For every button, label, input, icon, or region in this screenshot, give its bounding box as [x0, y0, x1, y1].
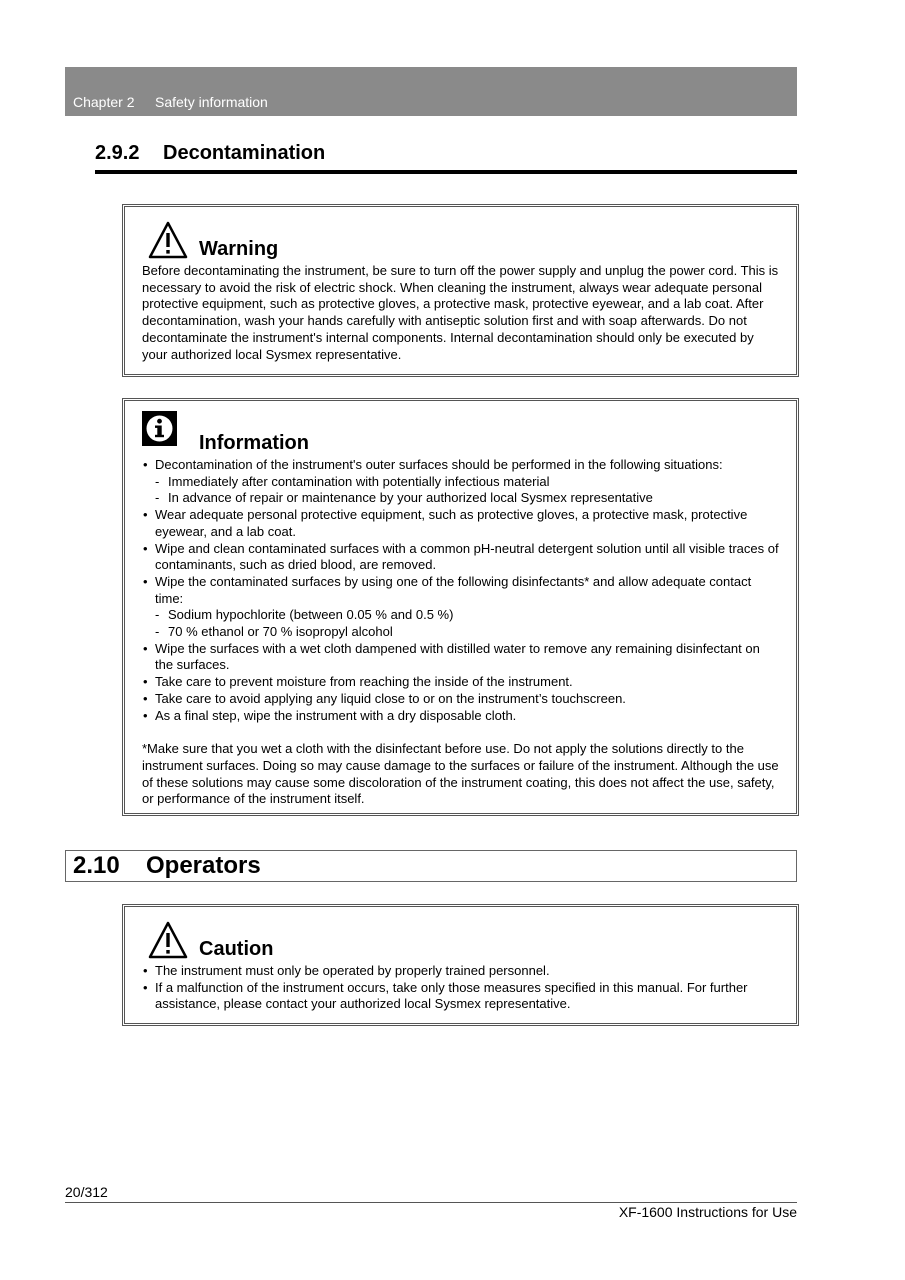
list-item: • Wipe and clean contaminated surfaces with a common pH-neutral detergent solution until all visible traces of contaminants, such as dried blood, are removed. [142, 541, 779, 574]
caution-box [122, 904, 799, 1026]
list-item: • Wear adequate personal protective equipment, such as protective gloves, a protective mask, protective eyewear, and a lab coat. [142, 507, 779, 540]
chapter-title: Safety information [155, 94, 268, 110]
section-number: 2.9.2 [95, 142, 140, 164]
list-item-text: Decontamination of the instrument's outer surfaces should be performed in the following situations: [155, 457, 723, 472]
chapter-label: Chapter 2 [73, 94, 135, 110]
warning-header [142, 207, 779, 263]
sub-list-item: - Sodium hypochlorite (between 0.05 % and 0.5 %) [155, 607, 779, 624]
list-item [142, 457, 779, 507]
sub-list-item: - 70 % ethanol or 70 % isopropyl alcohol [155, 624, 779, 641]
list-item: • As a final step, wipe the instrument with a dry disposable cloth. [142, 708, 779, 725]
list-item-text: Wipe the contaminated surfaces by using one of the following disinfectants* and allow adequate contact time: [155, 573, 752, 606]
warning-text: Before decontaminating the instrument, be sure to turn off the power supply and unplug the power cord. This is necessary to avoid the risk of electric shock. When cleaning the instrument, always wear adequate personal protective equipment, such as protective gloves, a protective mask, protective eyewear, and a lab coat. After decontamination, wash your hands carefully with antiseptic solution first and with soap afterwards. Do not decontaminate the instrument's internal components. Internal decontamination should only be executed by your authorized local Sysmex representative. [142, 263, 779, 362]
document-title: XF-1600 Instructions for Use [618, 1204, 797, 1220]
section-number: 2.10 [73, 852, 120, 879]
caution-title: Caution [199, 938, 274, 960]
list-item: • Take care to avoid applying any liquid close to or on the instrument’s touchscreen. [142, 691, 779, 708]
footer-rule [65, 1202, 797, 1203]
section-rule [95, 170, 797, 174]
info-icon [142, 411, 177, 446]
sub-list-item: - Immediately after contamination with potentially infectious material [155, 474, 779, 491]
list-item [142, 574, 779, 641]
page-number: 20/312 [65, 1184, 108, 1200]
list-item: • If a malfunction of the instrument occurs, take only those measures specified in this manual. For further assistance, please contact your authorized local Sysmex representative. [142, 980, 779, 1013]
caution-header [142, 907, 779, 963]
information-list [142, 457, 779, 724]
sub-list [155, 474, 779, 507]
section-heading-decontamination [95, 142, 797, 165]
caution-list [142, 963, 779, 1013]
list-item: • Wipe the surfaces with a wet cloth dampened with distilled water to remove any remaining disinfectant on the surfaces. [142, 641, 779, 674]
sub-list-item: - In advance of repair or maintenance by your authorized local Sysmex representative [155, 490, 779, 507]
warning-title: Warning [199, 238, 279, 260]
information-footnote: *Make sure that you wet a cloth with the disinfectant before use. Do not apply the solutions directly to the instrument surfaces. Doing so may cause damage to the surfaces or failure of the instrument. Although the use of these solutions may cause some discoloration of the instrument coating, this does not affect the use, safety, or performance of the instrument itself. [142, 741, 779, 807]
chapter-header [65, 67, 797, 116]
information-header [142, 401, 779, 457]
section-heading-operators [65, 850, 797, 882]
information-title: Information [199, 432, 309, 454]
section-title: Decontamination [163, 142, 326, 164]
list-item: • The instrument must only be operated by properly trained personnel. [142, 963, 779, 980]
list-item: • Take care to prevent moisture from reaching the inside of the instrument. [142, 674, 779, 691]
warning-triangle-icon [148, 921, 188, 959]
information-box [122, 398, 799, 816]
warning-triangle-icon [148, 221, 188, 259]
sub-list [155, 607, 779, 640]
warning-box [122, 204, 799, 377]
section-title: Operators [146, 852, 261, 879]
